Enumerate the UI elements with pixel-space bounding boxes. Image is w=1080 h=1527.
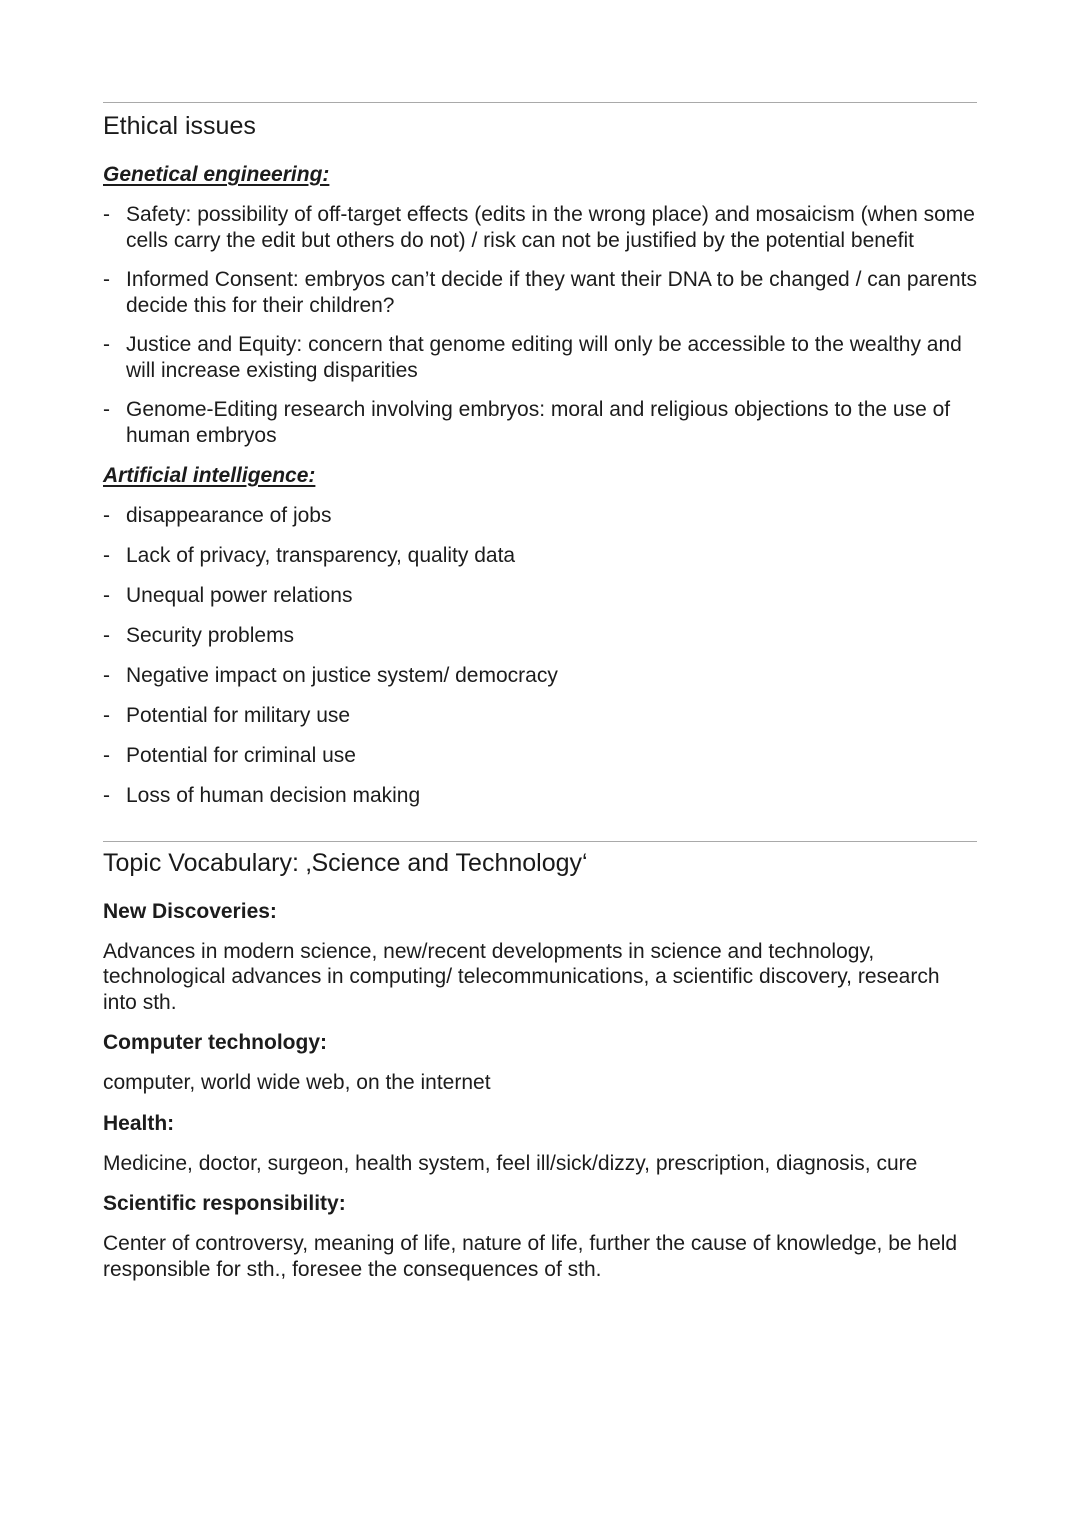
list-item: - Negative impact on justice system/ democracy bbox=[103, 663, 977, 689]
artificial-intelligence-list bbox=[103, 503, 977, 809]
list-item: - Lack of privacy, transparency, quality data bbox=[103, 543, 977, 569]
vocabulary-text-health: Medicine, doctor, surgeon, health system, feel ill/sick/dizzy, prescription, diagnosis, cure bbox=[103, 1151, 918, 1175]
list-item: - Loss of human decision making bbox=[103, 783, 977, 809]
list-item: - Potential for criminal use bbox=[103, 743, 977, 769]
list-item: - Genome-Editing research involving embryos: moral and religious objections to the use of human embryos bbox=[103, 397, 977, 448]
section-title-ethical-issues: Ethical issues bbox=[103, 112, 256, 140]
list-item: - Security problems bbox=[103, 623, 977, 649]
list-item: - Potential for military use bbox=[103, 703, 977, 729]
vocabulary-text-computer-technology: computer, world wide web, on the internet bbox=[103, 1071, 491, 1094]
list-item: - Unequal power relations bbox=[103, 583, 977, 609]
section-title-topic-vocabulary: Topic Vocabulary: ‚Science and Technology‘ bbox=[103, 848, 588, 877]
subheading-scientific-responsibility: Scientific responsibility: bbox=[103, 1192, 346, 1215]
section-divider bbox=[103, 102, 977, 103]
list-item: - disappearance of jobs bbox=[103, 503, 977, 529]
section-divider bbox=[103, 841, 977, 842]
subheading-health: Health: bbox=[103, 1111, 175, 1135]
subheading-computer-technology: Computer technology: bbox=[103, 1031, 327, 1054]
vocabulary-text-scientific-responsibility: Center of controversy, meaning of life, nature of life, further the cause of knowledge, be held responsible for sth., foresee the consequences of sth. bbox=[103, 1232, 958, 1281]
genetic-engineering-list bbox=[103, 202, 977, 448]
vocabulary-text-new-discoveries: Advances in modern science, new/recent developments in science and technology, technological advances in computing/ telecommunications, a scientific discovery, research into sth. bbox=[103, 939, 940, 1014]
subheading-new-discoveries: New Discoveries: bbox=[103, 899, 277, 923]
list-item: - Safety: possibility of off-target effects (edits in the wrong place) and mosaicism (when some cells carry the edit but others do not) / risk can not be justified by the potential benefit bbox=[103, 202, 977, 253]
subheading-artificial-intelligence: Artificial intelligence: bbox=[103, 464, 316, 487]
subheading-genetical-engineering: Genetical engineering: bbox=[103, 163, 330, 186]
list-item: - Justice and Equity: concern that genome editing will only be accessible to the wealthy and will increase existing disparities bbox=[103, 332, 977, 383]
document-page bbox=[103, 0, 977, 1282]
list-item: - Informed Consent: embryos can’t decide if they want their DNA to be changed / can parents decide this for their children? bbox=[103, 267, 977, 318]
